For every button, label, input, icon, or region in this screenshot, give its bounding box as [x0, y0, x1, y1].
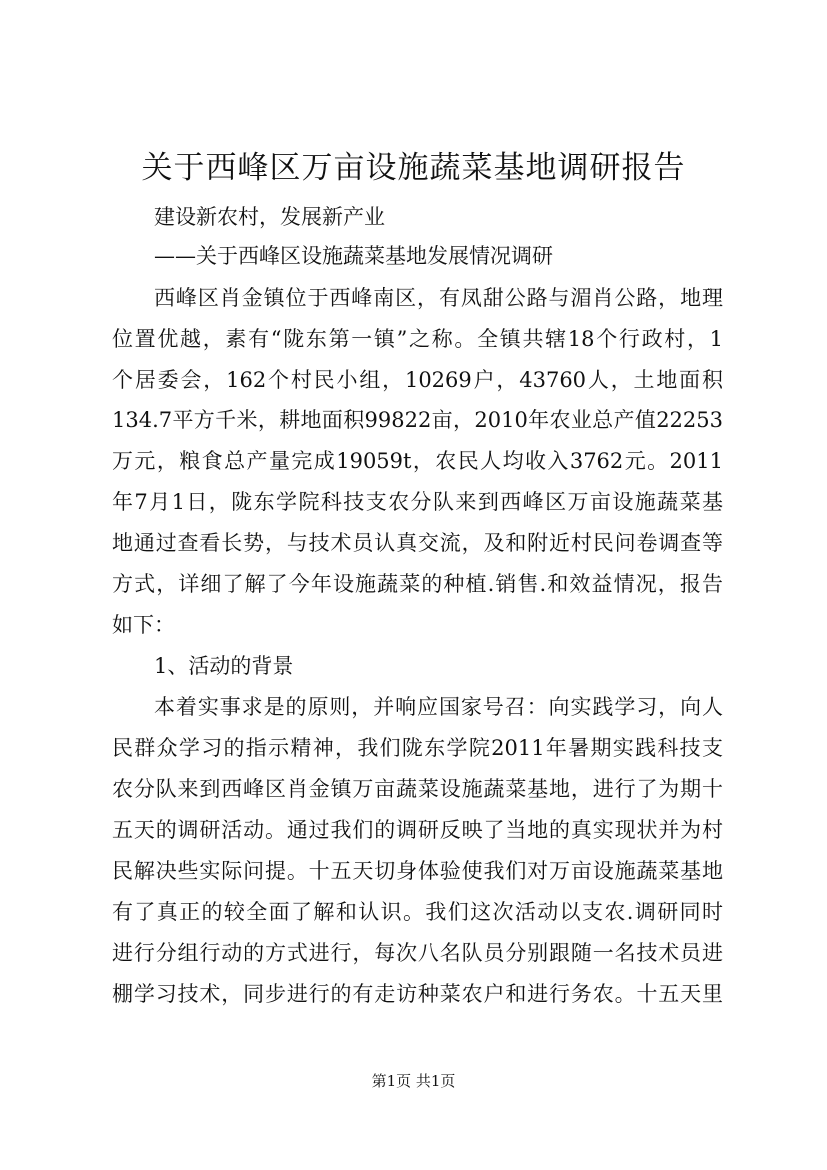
- document-subtitle: 建设新农村，发展新产业: [154, 205, 385, 229]
- paragraph-line: 有了真正的较全面了解和认识。我们这次活动以支农.调研同时: [112, 900, 723, 924]
- paragraph-line: 个居委会，162个村民小组，10269户，43760人，土地面积: [112, 368, 723, 392]
- section-heading: 1、活动的背景: [154, 654, 294, 678]
- document-title: 关于西峰区万亩设施蔬菜基地调研报告: [141, 150, 686, 186]
- paragraph-line: 如下：: [112, 613, 175, 637]
- paragraph-line: 本着实事求是的原则，并响应国家号召：向实践学习，向人: [154, 695, 723, 719]
- paragraph-line: 进行分组行动的方式进行，每次八名队员分别跟随一名技术员进: [112, 941, 723, 965]
- document-subtitle-2: ——关于西峰区设施蔬菜基地发展情况调研: [154, 244, 553, 268]
- paragraph-line: 民解决些实际问提。十五天切身体验使我们对万亩设施蔬菜基地: [112, 859, 723, 883]
- paragraph-line: 棚学习技术，同步进行的有走访种菜农户和进行务农。十五天里: [112, 982, 723, 1006]
- paragraph-line: 五天的调研活动。通过我们的调研反映了当地的真实现状并为村: [112, 818, 723, 842]
- paragraph-line: 农分队来到西峰区肖金镇万亩蔬菜设施蔬菜基地，进行了为期十: [112, 777, 723, 801]
- paragraph-line: 万元，粮食总产量完成19059t，农民人均收入3762元。2011: [112, 449, 723, 473]
- page-number: 第1页 共1页: [371, 1072, 456, 1090]
- paragraph-line: 地通过查看长势，与技术员认真交流，及和附近村民问卷调查等: [112, 531, 723, 555]
- paragraph-line: 年7月1日，陇东学院科技支农分队来到西峰区万亩设施蔬菜基: [112, 490, 723, 514]
- paragraph-line: 方式，详细了解了今年设施蔬菜的种植.销售.和效益情况，报告: [112, 572, 723, 596]
- paragraph-line: 民群众学习的指示精神，我们陇东学院2011年暑期实践科技支: [112, 736, 723, 760]
- paragraph-line: 西峰区肖金镇位于西峰南区，有凤甜公路与湄肖公路，地理: [154, 286, 723, 310]
- paragraph-line: 134.7平方千米，耕地面积99822亩，2010年农业总产值22253: [112, 408, 723, 432]
- paragraph-line: 位置优越，素有“陇东第一镇”之称。全镇共辖18个行政村，1: [112, 327, 723, 351]
